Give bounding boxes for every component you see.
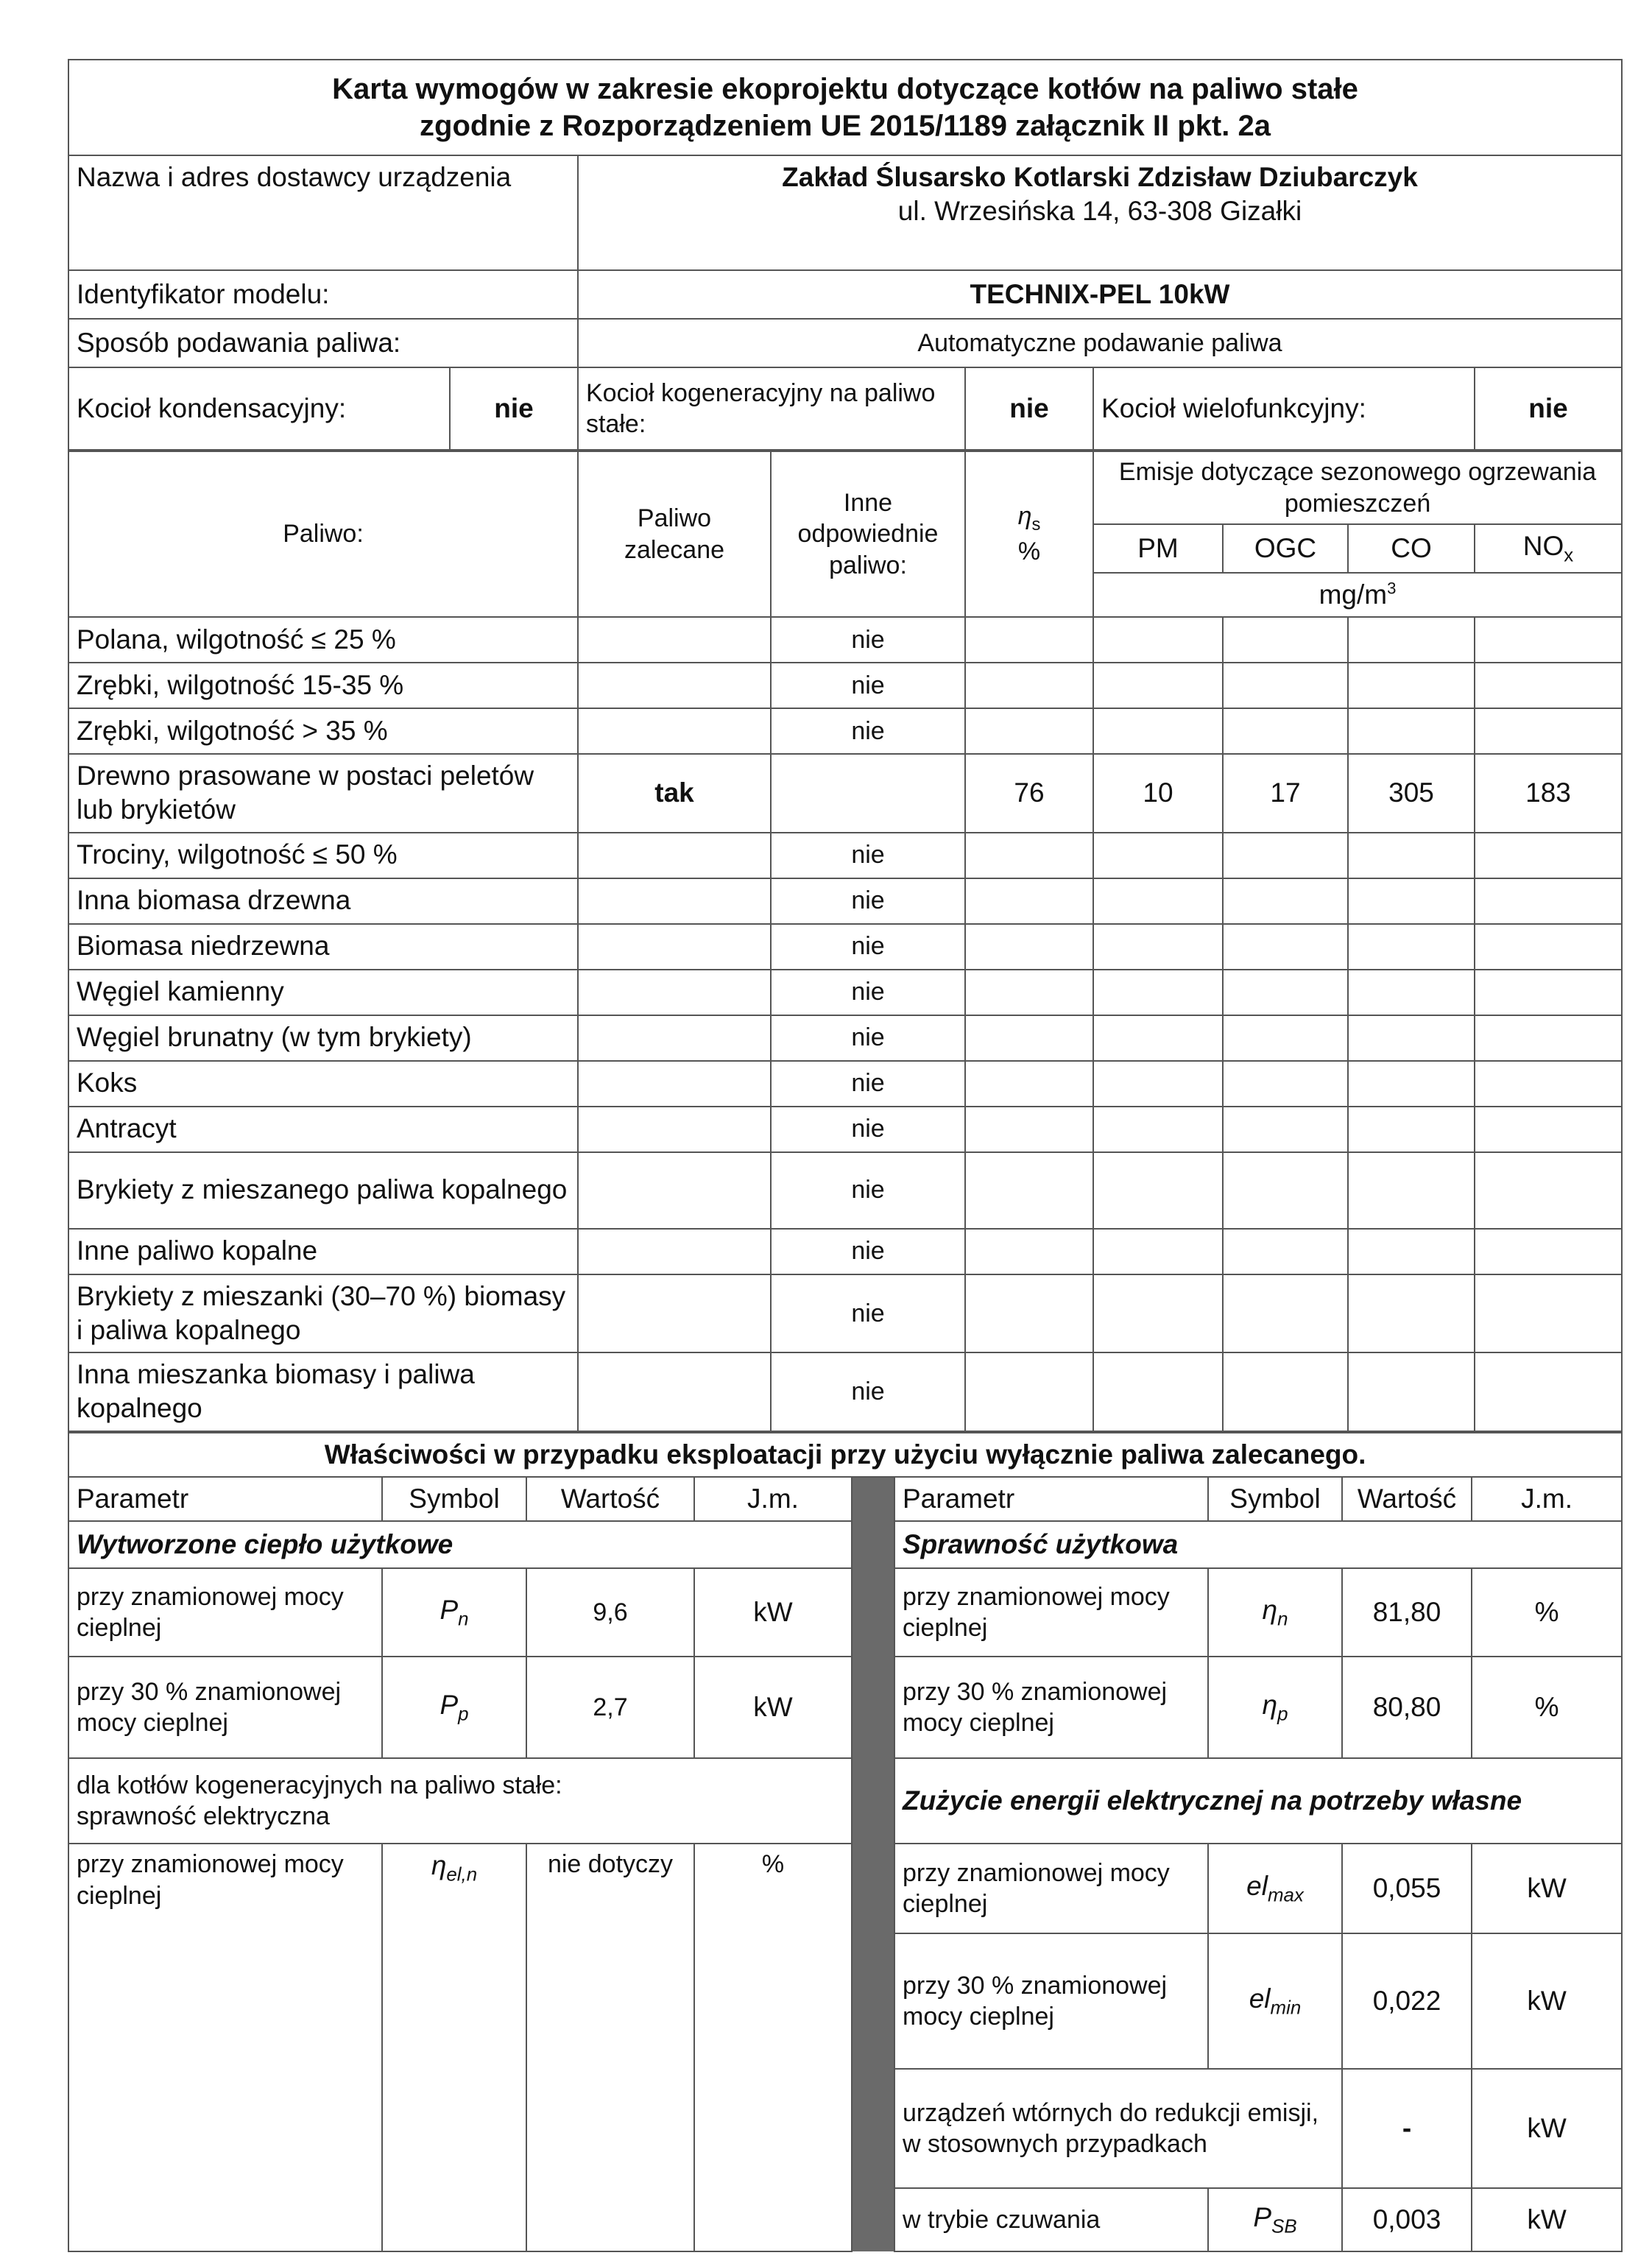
fuel-efficiency	[965, 1352, 1093, 1431]
fuel-efficiency	[965, 833, 1093, 878]
fuel-nox	[1475, 617, 1622, 663]
value-el-max: 0,055	[1342, 1844, 1472, 1933]
multifunction-value: nie	[1475, 367, 1622, 450]
fuel-other: nie	[771, 663, 965, 708]
col-param-left: Parametr	[68, 1477, 382, 1521]
fuel-nox	[1475, 924, 1622, 970]
condensing-label: Kocioł kondensacyjny:	[68, 367, 450, 450]
fuel-ogc	[1223, 1229, 1348, 1274]
fuel-efficiency	[965, 924, 1093, 970]
fuel-pm	[1093, 1061, 1223, 1107]
fuel-recommended	[578, 617, 771, 663]
fuel-other: nie	[771, 924, 965, 970]
fuel-row	[68, 1061, 1622, 1107]
value-eta-n: 81,80	[1342, 1568, 1472, 1657]
fuel-row	[68, 1274, 1622, 1353]
fuel-ogc	[1223, 1015, 1348, 1061]
value-secondary-devices: -	[1342, 2069, 1472, 2188]
fuel-pm: 10	[1093, 754, 1223, 833]
fuel-recommended	[578, 1015, 771, 1061]
fuel-pm	[1093, 617, 1223, 663]
fuel-co	[1348, 617, 1475, 663]
symbol-standby: $P_{SB}$	[1208, 2188, 1342, 2251]
unit-pp: kW	[694, 1657, 852, 1758]
fuel-nox	[1475, 970, 1622, 1015]
fuel-name: Drewno prasowane w postaci peletów lub brykietów	[68, 754, 578, 833]
ogc-header: OGC	[1223, 524, 1348, 573]
fuel-recommended	[578, 833, 771, 878]
fuel-nox	[1475, 1152, 1622, 1229]
title-line-1: Karta wymogów w zakresie ekoprojektu dotyczące kotłów na paliwo stałe	[332, 73, 1358, 105]
condensing-value: nie	[450, 367, 578, 450]
fuel-efficiency	[965, 1229, 1093, 1274]
unit-eta-el: %	[694, 1844, 852, 2251]
model-value: TECHNIX-PEL 10kW	[578, 270, 1622, 319]
fuel-pm	[1093, 833, 1223, 878]
fuel-header: Paliwo:	[68, 451, 578, 617]
fuel-recommended	[578, 1152, 771, 1229]
unit-pn: kW	[694, 1568, 852, 1657]
fuel-nox	[1475, 1274, 1622, 1353]
fuel-co	[1348, 708, 1475, 754]
fuel-recommended	[578, 924, 771, 970]
fuel-other: nie	[771, 1107, 965, 1152]
feed-label: Sposób podawania paliwa:	[68, 319, 578, 367]
fuel-row	[68, 1229, 1622, 1274]
fuel-ogc	[1223, 1152, 1348, 1229]
model-label: Identyfikator modelu:	[68, 270, 578, 319]
fuel-nox	[1475, 663, 1622, 708]
fuel-ogc	[1223, 1107, 1348, 1152]
fuel-ogc	[1223, 617, 1348, 663]
fuel-co	[1348, 663, 1475, 708]
symbol-el-max: $el_{max}$	[1208, 1844, 1342, 1933]
fuel-recommended	[578, 1274, 771, 1353]
section-useful-efficiency: Sprawność użytkowa	[894, 1521, 1622, 1568]
fuel-efficiency	[965, 1061, 1093, 1107]
fuel-efficiency: 76	[965, 754, 1093, 833]
unit-eta-p: %	[1472, 1657, 1622, 1758]
fuel-name: Polana, wilgotność ≤ 25 %	[68, 617, 578, 663]
param-pp: przy 30 % znamionowej mocy cieplnej	[68, 1657, 382, 1758]
fuel-recommended: tak	[578, 754, 771, 833]
fuel-other: nie	[771, 1015, 965, 1061]
multifunction-label: Kocioł wielofunkcyjny:	[1093, 367, 1475, 450]
fuel-efficiency	[965, 708, 1093, 754]
fuel-recommended	[578, 878, 771, 924]
symbol-eta-el: $\eta_{el,n}$	[382, 1844, 526, 2251]
eco-design-sheet	[68, 59, 1621, 2252]
fuel-other: nie	[771, 1274, 965, 1353]
fuel-co	[1348, 1015, 1475, 1061]
fuel-recommended	[578, 1107, 771, 1152]
unit-el-min: kW	[1472, 1933, 1622, 2069]
col-symbol-left: Symbol	[382, 1477, 526, 1521]
fuel-ogc	[1223, 708, 1348, 754]
supplier-label: Nazwa i adres dostawcy urządzenia	[68, 155, 578, 270]
fuel-name: Brykiety z mieszanki (30–70 %) biomasy i paliwa kopalnego	[68, 1274, 578, 1353]
co-header: CO	[1348, 524, 1475, 573]
fuel-other: nie	[771, 1061, 965, 1107]
emissions-unit: $mg/m^3$	[1093, 573, 1622, 617]
param-standby: w trybie czuwania	[894, 2188, 1208, 2251]
value-pp: 2,7	[526, 1657, 694, 1758]
fuel-recommended	[578, 1352, 771, 1431]
fuel-row	[68, 833, 1622, 878]
fuel-co	[1348, 924, 1475, 970]
col-value-right: Wartość	[1342, 1477, 1472, 1521]
fuel-row	[68, 1152, 1622, 1229]
fuel-efficiency	[965, 617, 1093, 663]
fuel-co	[1348, 1107, 1475, 1152]
fuel-co	[1348, 878, 1475, 924]
fuel-ogc: 17	[1223, 754, 1348, 833]
fuel-pm	[1093, 1274, 1223, 1353]
param-eta-p: przy 30 % znamionowej mocy cieplnej	[894, 1657, 1208, 1758]
emissions-header: Emisje dotyczące sezonowego ogrzewania pomieszczeń	[1093, 451, 1622, 524]
fuel-recommended	[578, 1061, 771, 1107]
fuel-efficiency	[965, 970, 1093, 1015]
fuel-ogc	[1223, 833, 1348, 878]
cogeneration-label: dla kotłów kogeneracyjnych na paliwo stałe: sprawność elektryczna	[68, 1758, 852, 1844]
fuel-pm	[1093, 924, 1223, 970]
fuel-recommended	[578, 970, 771, 1015]
value-el-min: 0,022	[1342, 1933, 1472, 2069]
fuel-ogc	[1223, 924, 1348, 970]
fuel-row	[68, 1352, 1622, 1431]
param-eta-el: przy znamionowej mocy cieplnej	[68, 1844, 382, 2251]
fuel-name: Trociny, wilgotność ≤ 50 %	[68, 833, 578, 878]
param-el-max: przy znamionowej mocy cieplnej	[894, 1844, 1208, 1933]
value-pn: 9,6	[526, 1568, 694, 1657]
fuel-co	[1348, 1152, 1475, 1229]
fuel-other: nie	[771, 1152, 965, 1229]
recommended-header: Paliwo zalecane	[578, 451, 771, 617]
fuel-pm	[1093, 878, 1223, 924]
fuel-efficiency	[965, 663, 1093, 708]
fuel-other: nie	[771, 617, 965, 663]
supplier-name: Zakład Ślusarsko Kotlarski Zdzisław Dziubarczyk	[782, 162, 1418, 192]
fuel-ogc	[1223, 663, 1348, 708]
param-secondary-devices: urządzeń wtórnych do redukcji emisji, w stosownych przypadkach	[894, 2069, 1342, 2188]
fuel-other: nie	[771, 833, 965, 878]
fuel-nox	[1475, 1107, 1622, 1152]
fuel-other: nie	[771, 708, 965, 754]
fuel-name: Zrębki, wilgotność > 35 %	[68, 708, 578, 754]
col-unit-left: J.m.	[694, 1477, 852, 1521]
fuel-nox	[1475, 878, 1622, 924]
document-title	[68, 60, 1622, 155]
fuel-row	[68, 663, 1622, 708]
fuel-name: Koks	[68, 1061, 578, 1107]
value-eta-el: nie dotyczy	[526, 1844, 694, 2251]
fuel-nox	[1475, 1352, 1622, 1431]
fuel-pm	[1093, 1107, 1223, 1152]
fuel-co	[1348, 970, 1475, 1015]
fuel-name: Inne paliwo kopalne	[68, 1229, 578, 1274]
fuel-row	[68, 924, 1622, 970]
unit-secondary-devices: kW	[1472, 2069, 1622, 2188]
fuel-row	[68, 617, 1622, 663]
fuel-pm	[1093, 1152, 1223, 1229]
param-el-min: przy 30 % znamionowej mocy cieplnej	[894, 1933, 1208, 2069]
symbol-eta-p: $\eta_p$	[1208, 1657, 1342, 1758]
unit-el-max: kW	[1472, 1844, 1622, 1933]
symbol-pp: $P_p$	[382, 1657, 526, 1758]
fuel-co	[1348, 1061, 1475, 1107]
fuel-efficiency	[965, 878, 1093, 924]
eta-sub: s	[1031, 515, 1041, 535]
fuel-ogc	[1223, 878, 1348, 924]
supplier-info	[578, 155, 1622, 270]
properties-title: Właściwości w przypadku eksploatacji przy użyciu wyłącznie paliwa zalecanego.	[68, 1433, 1622, 1477]
fuel-row	[68, 878, 1622, 924]
fuel-table	[68, 451, 1623, 1432]
pm-header: PM	[1093, 524, 1223, 573]
fuel-nox	[1475, 1015, 1622, 1061]
fuel-pm	[1093, 663, 1223, 708]
section-useful-heat: Wytworzone ciepło użytkowe	[68, 1521, 852, 1568]
fuel-pm	[1093, 1352, 1223, 1431]
nox-header: $NO_x$	[1475, 524, 1622, 573]
fuel-nox	[1475, 1061, 1622, 1107]
param-eta-n: przy znamionowej mocy cieplnej	[894, 1568, 1208, 1657]
efficiency-header	[965, 451, 1093, 617]
fuel-other: nie	[771, 878, 965, 924]
fuel-name: Biomasa niedrzewna	[68, 924, 578, 970]
fuel-co	[1348, 1352, 1475, 1431]
fuel-co	[1348, 1229, 1475, 1274]
fuel-name: Inna mieszanka biomasy i paliwa kopalnego	[68, 1352, 578, 1431]
param-pn: przy znamionowej mocy cieplnej	[68, 1568, 382, 1657]
unit-eta-n: %	[1472, 1568, 1622, 1657]
cogeneration-label: Kocioł kogeneracyjny na paliwo stałe:	[578, 367, 965, 450]
eta-symbol: η	[1017, 502, 1032, 531]
fuel-name: Inna biomasa drzewna	[68, 878, 578, 924]
fuel-row	[68, 1107, 1622, 1152]
supplier-address: ul. Wrzesińska 14, 63-308 Gizałki	[897, 196, 1302, 227]
value-standby: 0,003	[1342, 2188, 1472, 2251]
fuel-co	[1348, 1274, 1475, 1353]
fuel-name: Zrębki, wilgotność 15-35 %	[68, 663, 578, 708]
col-param-right: Parametr	[894, 1477, 1208, 1521]
symbol-el-min: $el_{min}$	[1208, 1933, 1342, 2069]
fuel-rows	[68, 617, 1622, 1431]
symbol-eta-n: $\eta_n$	[1208, 1568, 1342, 1657]
fuel-efficiency	[965, 1015, 1093, 1061]
fuel-pm	[1093, 1229, 1223, 1274]
fuel-recommended	[578, 1229, 771, 1274]
fuel-co	[1348, 833, 1475, 878]
properties-table	[68, 1432, 1623, 2253]
fuel-ogc	[1223, 1061, 1348, 1107]
fuel-nox	[1475, 833, 1622, 878]
eta-unit: %	[1017, 537, 1041, 566]
fuel-other: nie	[771, 970, 965, 1015]
header-table	[68, 59, 1623, 451]
fuel-ogc	[1223, 1274, 1348, 1353]
fuel-other: nie	[771, 1352, 965, 1431]
fuel-row	[68, 970, 1622, 1015]
fuel-ogc	[1223, 970, 1348, 1015]
fuel-pm	[1093, 970, 1223, 1015]
fuel-recommended	[578, 708, 771, 754]
fuel-name: Brykiety z mieszanego paliwa kopalnego	[68, 1152, 578, 1229]
col-unit-right: J.m.	[1472, 1477, 1622, 1521]
value-eta-p: 80,80	[1342, 1657, 1472, 1758]
fuel-other	[771, 754, 965, 833]
fuel-co: 305	[1348, 754, 1475, 833]
fuel-name: Węgiel kamienny	[68, 970, 578, 1015]
col-value-left: Wartość	[526, 1477, 694, 1521]
title-line-2: zgodnie z Rozporządzeniem UE 2015/1189 załącznik II pkt. 2a	[420, 110, 1271, 142]
fuel-other: nie	[771, 1229, 965, 1274]
fuel-nox	[1475, 1229, 1622, 1274]
symbol-pn: $P_n$	[382, 1568, 526, 1657]
fuel-name: Antracyt	[68, 1107, 578, 1152]
fuel-efficiency	[965, 1274, 1093, 1353]
fuel-nox: 183	[1475, 754, 1622, 833]
section-electric-consumption: Zużycie energii elektrycznej na potrzeby własne	[894, 1758, 1622, 1844]
cogeneration-value: nie	[965, 367, 1093, 450]
other-fuel-header: Inne odpowiednie paliwo:	[771, 451, 965, 617]
fuel-pm	[1093, 708, 1223, 754]
fuel-name: Węgiel brunatny (w tym brykiety)	[68, 1015, 578, 1061]
fuel-row	[68, 1015, 1622, 1061]
feed-value: Automatyczne podawanie paliwa	[578, 319, 1622, 367]
unit-standby: kW	[1472, 2188, 1622, 2251]
fuel-recommended	[578, 663, 771, 708]
fuel-pm	[1093, 1015, 1223, 1061]
fuel-ogc	[1223, 1352, 1348, 1431]
fuel-row	[68, 708, 1622, 754]
col-symbol-right: Symbol	[1208, 1477, 1342, 1521]
separator-bar	[852, 1477, 894, 2251]
fuel-nox	[1475, 708, 1622, 754]
fuel-row	[68, 754, 1622, 833]
fuel-efficiency	[965, 1152, 1093, 1229]
fuel-efficiency	[965, 1107, 1093, 1152]
